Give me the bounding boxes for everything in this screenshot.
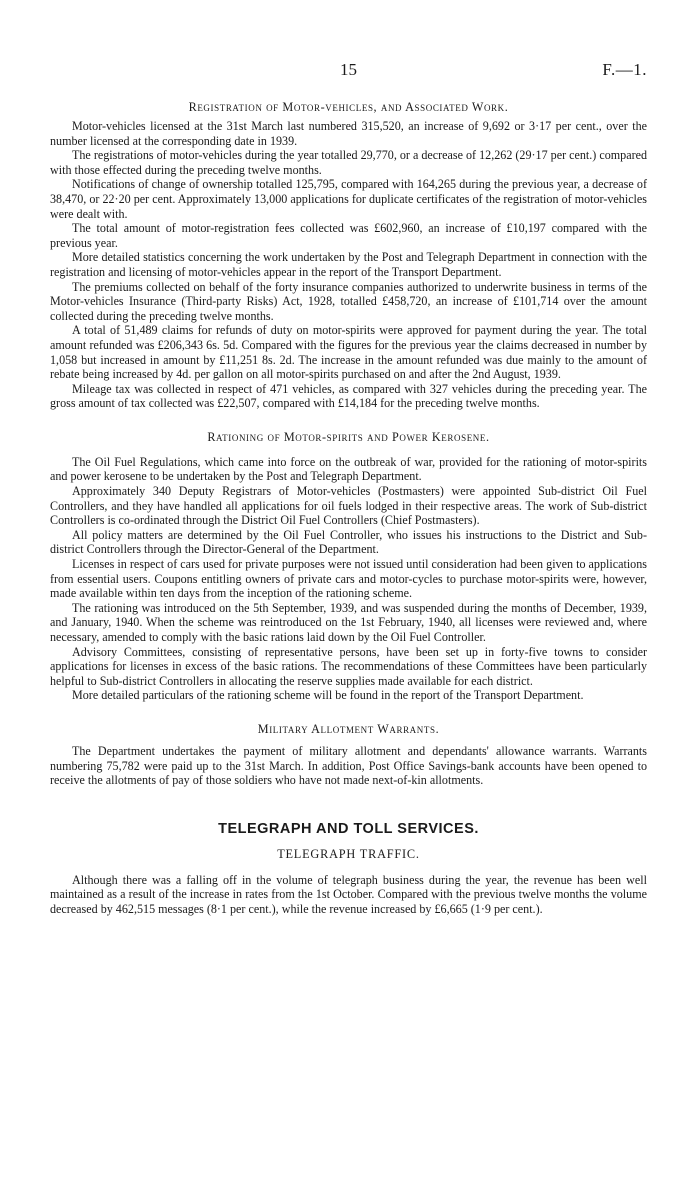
paragraph: Approximately 340 Deputy Registrars of Motor-vehicles (Postmasters) were appointed Sub-district Oil Fuel Controllers, and they have handled all applications for oil fuels lodged in their respective areas. The work of Sub-district Controllers is co-ordinated through the District Oil Fuel Controllers (Chief Postmasters). bbox=[50, 484, 647, 528]
paragraph: Motor-vehicles licensed at the 31st March last numbered 315,520, an increase of 9,692 or 3·17 per cent., over the number licensed at the corresponding date in 1939. bbox=[50, 119, 647, 148]
page-number: 15 bbox=[340, 60, 357, 79]
section-rationing bbox=[50, 430, 647, 703]
page-reference: F.—1. bbox=[602, 60, 647, 79]
paragraph: Licenses in respect of cars used for private purposes were not issued until consideration had been given to applications from essential users. Coupons entitling owners of private cars and motor-cycles to purchase motor-spirits were, however, made available within ten days from the inception of the rationing scheme. bbox=[50, 557, 647, 601]
section-motor-registration bbox=[50, 100, 647, 411]
section-heading: Military Allotment Warrants. bbox=[257, 721, 440, 736]
paragraph: A total of 51,489 claims for refunds of duty on motor-spirits were approved for payment during the year. The total amount refunded was £206,343 6s. 5d. Compared with the figures for the previous year the claims decreased in number by 1,058 but increased in amount by £11,251 8s. 2d. The increase in the amount refunded was due mainly to the amount of rebate being increased by 4d. per gallon on all motor-spirits purchased on and after the 2nd August, 1939. bbox=[50, 323, 647, 382]
page-header bbox=[50, 60, 647, 80]
paragraph: More detailed statistics concerning the work undertaken by the Post and Telegraph Department in connection with the registration and licensing of motor-vehicles appear in the report of the Transport Department. bbox=[50, 250, 647, 279]
page-content bbox=[50, 100, 647, 917]
paragraph: Notifications of change of ownership totalled 125,795, compared with 164,265 during the previous year, a decrease of 38,470, or 22·20 per cent. Approximately 13,000 applications for duplicate certificates of the registration of motor-vehicles were dealt with. bbox=[50, 177, 647, 221]
paragraph: The registrations of motor-vehicles during the year totalled 29,770, or a decrease of 12,262 (29·17 per cent.) compared with those effected during the preceding twelve months. bbox=[50, 148, 648, 177]
paragraph: Although there was a falling off in the volume of telegraph business during the year, the revenue has been well maintained as a result of the increase in rates from the 1st October. Compared with the previous twelve months the volume decreased by 462,515 messages (8·1 per cent.), while the revenue increased by £6,665 (1·9 per cent.). bbox=[50, 872, 647, 916]
paragraph: The total amount of motor-registration fees collected was £602,960, an increase of £10,197 compared with the previous year. bbox=[50, 221, 647, 250]
section-telegraph bbox=[50, 821, 647, 917]
paragraph: Mileage tax was collected in respect of 471 vehicles, as compared with 327 vehicles during the preceding year. The gross amount of tax collected was £22,507, compared with £14,184 for the preceding twelve months. bbox=[50, 381, 647, 411]
section-heading: Rationing of Motor-spirits and Power Kerosene. bbox=[207, 429, 490, 444]
paragraph: The Department undertakes the payment of military allotment and dependants' allowance warrants. Warrants numbering 75,782 were paid up to the 31st March. In addition, Post Office Savings-bank accounts have been opened to receive the allotments of pay of those soldiers who have not made next-of-kin allotments. bbox=[50, 743, 647, 788]
paragraph: More detailed particulars of the rationing scheme will be found in the report of the Transport Department. bbox=[72, 688, 584, 703]
paragraph: The premiums collected on behalf of the forty insurance companies authorized to underwrite business in terms of the Motor-vehicles Insurance (Third-party Risks) Act, 1928, totalled £458,720, an increase of £101,714 over the amount collected during the preceding twelve months. bbox=[50, 279, 647, 323]
paragraph: Advisory Committees, consisting of representative persons, have been set up in forty-five towns to consider applications for licenses in excess of the basic rations. The recommendations of these Committees have been particularly helpful to Sub-district Controllers in allocating the reserve supplies made available for each district. bbox=[50, 644, 647, 688]
paragraph: The rationing was introduced on the 5th September, 1939, and was suspended during the months of December, 1939, and January, 1940. When the scheme was reintroduced on the 1st February, 1940, all licenses were reviewed and, where necessary, amended to comply with the basic rations laid down by the Oil Fuel Controller. bbox=[50, 600, 647, 644]
major-heading: TELEGRAPH AND TOLL SERVICES. bbox=[218, 820, 479, 837]
section-military-allotment bbox=[50, 722, 647, 788]
section-heading: Registration of Motor-vehicles, and Associated Work. bbox=[188, 100, 509, 114]
paragraph: The Oil Fuel Regulations, which came into force on the outbreak of war, provided for the rationing of motor-spirits and power kerosene to be undertaken by the Post and Telegraph Department. bbox=[50, 454, 647, 484]
sub-heading: TELEGRAPH TRAFFIC. bbox=[277, 846, 420, 861]
paragraph: All policy matters are determined by the Oil Fuel Controller, who issues his instructions to the District and Sub-district Controllers through the Director-General of the Department. bbox=[50, 527, 647, 557]
